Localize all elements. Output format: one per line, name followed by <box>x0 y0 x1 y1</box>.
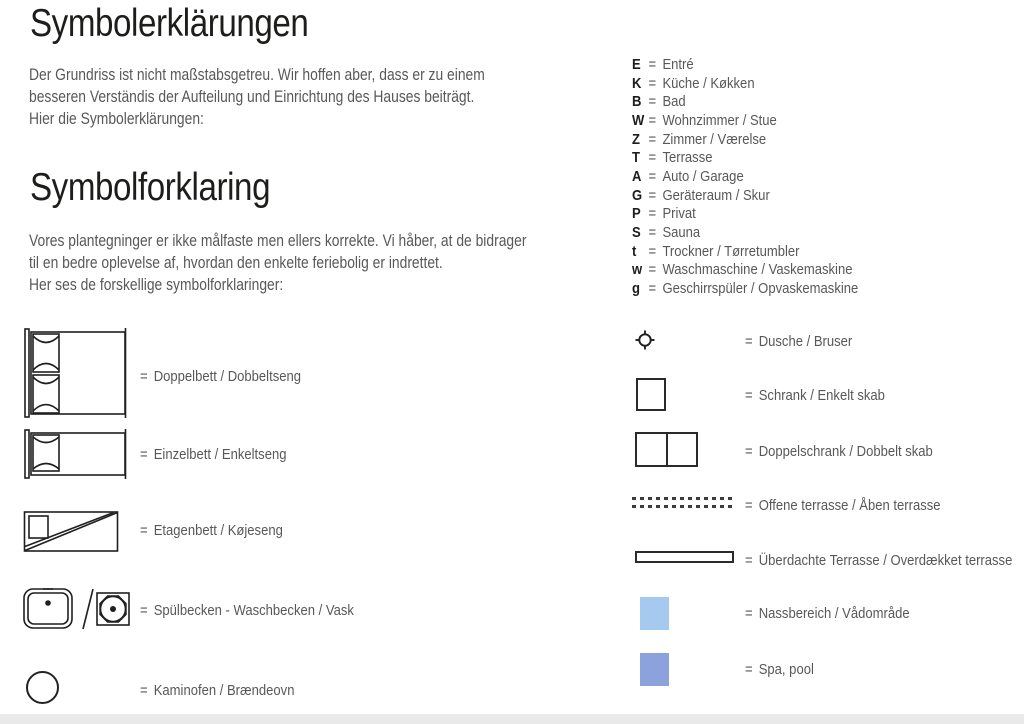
room-code-name: Entré <box>662 55 694 73</box>
legend-label-text: Einzelbett / Enkeltseng <box>153 445 287 463</box>
equals-sign: = <box>745 332 753 350</box>
room-code-letter: G <box>632 186 643 204</box>
room-code-row <box>632 242 858 261</box>
danish-paragraph-line: til en bedre oplevelse af, hvordan den enkelte feriebolig er indrettet. <box>29 254 443 272</box>
room-code-letter: P <box>632 205 641 223</box>
double-bed-icon <box>22 327 130 421</box>
room-code-name: Küche / Køkken <box>662 74 755 92</box>
room-code-letter: A <box>632 167 642 185</box>
equals-sign: = <box>745 604 753 622</box>
equals-sign: = <box>745 442 753 460</box>
room-code-name: Bad <box>662 93 686 111</box>
room-code-row <box>632 223 858 242</box>
danish-paragraph-line: Vores plantegninger er ikke målfaste men ellers korrekte. Vi håber, at de bidrager <box>29 232 527 250</box>
single-closet-icon <box>636 378 666 411</box>
legend-row-label <box>745 443 933 459</box>
room-code-row <box>632 167 858 186</box>
legend-row-label <box>140 368 301 384</box>
covered-terrace-icon <box>635 551 734 563</box>
room-code-row <box>632 205 858 224</box>
double-closet-icon <box>635 432 698 467</box>
equals-sign: = <box>745 660 753 678</box>
room-code-row <box>632 74 858 93</box>
equals-sign: = <box>648 224 657 242</box>
danish-paragraph <box>29 230 526 296</box>
sink-washbasin-icon <box>19 582 133 636</box>
legend-row-label <box>140 682 294 698</box>
room-code-row <box>632 261 858 280</box>
room-code-row <box>632 148 858 167</box>
german-paragraph-line: Hier die Symbolerklärungen: <box>29 110 204 128</box>
equals-sign: = <box>648 186 657 204</box>
wet-area-swatch <box>640 597 669 630</box>
danish-paragraph-line: Her ses de forskellige symbolforklaringer: <box>29 276 284 294</box>
equals-sign: = <box>648 149 657 167</box>
room-code-letter: B <box>632 93 642 111</box>
room-code-letter: Z <box>632 130 640 148</box>
legend-label-text: Etagenbett / Køjeseng <box>153 521 283 539</box>
room-code-row <box>632 55 858 74</box>
equals-sign: = <box>745 551 753 569</box>
closet-divider <box>666 434 668 465</box>
equals-sign: = <box>648 130 657 148</box>
legend-row-label <box>745 605 910 621</box>
open-terrace-icon <box>632 496 734 511</box>
equals-sign: = <box>140 681 148 699</box>
equals-sign: = <box>140 601 148 619</box>
equals-sign: = <box>648 242 657 260</box>
equals-sign: = <box>648 111 657 129</box>
german-paragraph <box>29 64 485 130</box>
legend-label-text: Schrank / Enkelt skab <box>758 386 885 404</box>
legend-row-label <box>745 661 814 677</box>
room-code-row <box>632 130 858 149</box>
equals-sign: = <box>648 74 657 92</box>
single-bed-icon <box>22 427 130 481</box>
legend-label-text: Nassbereich / Vådområde <box>758 604 910 622</box>
equals-sign: = <box>140 367 148 385</box>
room-code-name: Trockner / Tørretumbler <box>662 242 800 260</box>
room-code-name: Auto / Garage <box>662 167 744 185</box>
danish-title: Symbolforklaring <box>30 166 271 209</box>
room-code-name: Zimmer / Værelse <box>662 130 767 148</box>
legend-row-label <box>140 522 283 538</box>
room-code-letter: t <box>632 242 637 260</box>
room-code-letter: S <box>632 224 641 242</box>
room-code-name: Geräteraum / Skur <box>662 186 770 204</box>
equals-sign: = <box>745 496 753 514</box>
legend-row-label <box>745 497 941 513</box>
equals-sign: = <box>648 93 657 111</box>
legend-row-label <box>140 602 354 618</box>
room-code-name: Terrasse <box>662 149 713 167</box>
german-paragraph-line: besseren Verständis der Aufteilung und Einrichtung des Hauses beiträgt. <box>29 88 475 106</box>
room-code-row <box>632 186 858 205</box>
legend-label-text: Dusche / Bruser <box>758 332 853 350</box>
german-paragraph-line: Der Grundriss ist nicht maßstabsgetreu. Wir hoffen aber, dass er zu einem <box>29 66 485 84</box>
room-code-letter: K <box>632 74 642 92</box>
shower-icon <box>634 329 657 352</box>
equals-sign: = <box>745 386 753 404</box>
room-code-name: Waschmaschine / Vaskemaskine <box>662 261 853 279</box>
legend-label-text: Doppelschrank / Dobbelt skab <box>758 442 933 460</box>
legend-label-text: Doppelbett / Dobbeltseng <box>153 367 302 385</box>
room-code-row <box>632 92 858 111</box>
room-code-list <box>632 55 892 298</box>
legend-label-text: Offene terrasse / Åben terrasse <box>758 496 941 514</box>
room-code-letter: w <box>632 261 643 279</box>
equals-sign: = <box>648 55 657 73</box>
equals-sign: = <box>140 445 148 463</box>
legend-label-text: Spülbecken - Waschbecken / Vask <box>153 601 354 619</box>
legend-row-label <box>745 387 885 403</box>
room-code-letter: g <box>632 280 640 298</box>
legend-label-text: Überdachte Terrasse / Overdækket terrasse <box>758 551 1013 569</box>
german-title: Symbolerklärungen <box>30 2 309 45</box>
legend-label-text: Kaminofen / Brændeovn <box>153 681 295 699</box>
legend-row-label <box>745 333 852 349</box>
equals-sign: = <box>648 205 657 223</box>
room-code-row <box>632 279 858 298</box>
legend-row-label <box>140 446 286 462</box>
room-code-letter: W <box>632 111 645 129</box>
bunk-bed-icon <box>23 509 121 555</box>
equals-sign: = <box>140 521 148 539</box>
equals-sign: = <box>648 280 657 298</box>
equals-sign: = <box>648 167 657 185</box>
equals-sign: = <box>648 261 657 279</box>
legend-label-text: Spa, pool <box>758 660 814 678</box>
room-code-name: Privat <box>662 205 696 223</box>
room-code-row <box>632 111 858 130</box>
room-code-name: Sauna <box>662 224 701 242</box>
room-code-letter: E <box>632 55 641 73</box>
legend-row-label <box>745 552 1012 568</box>
room-code-name: Wohnzimmer / Stue <box>662 111 777 129</box>
wood-stove-icon <box>26 671 59 704</box>
spa-pool-swatch <box>640 653 669 686</box>
room-code-name: Geschirrspüler / Opvaskemaskine <box>662 280 859 298</box>
room-code-letter: T <box>632 149 640 167</box>
page-bottom-edge <box>0 714 1024 724</box>
